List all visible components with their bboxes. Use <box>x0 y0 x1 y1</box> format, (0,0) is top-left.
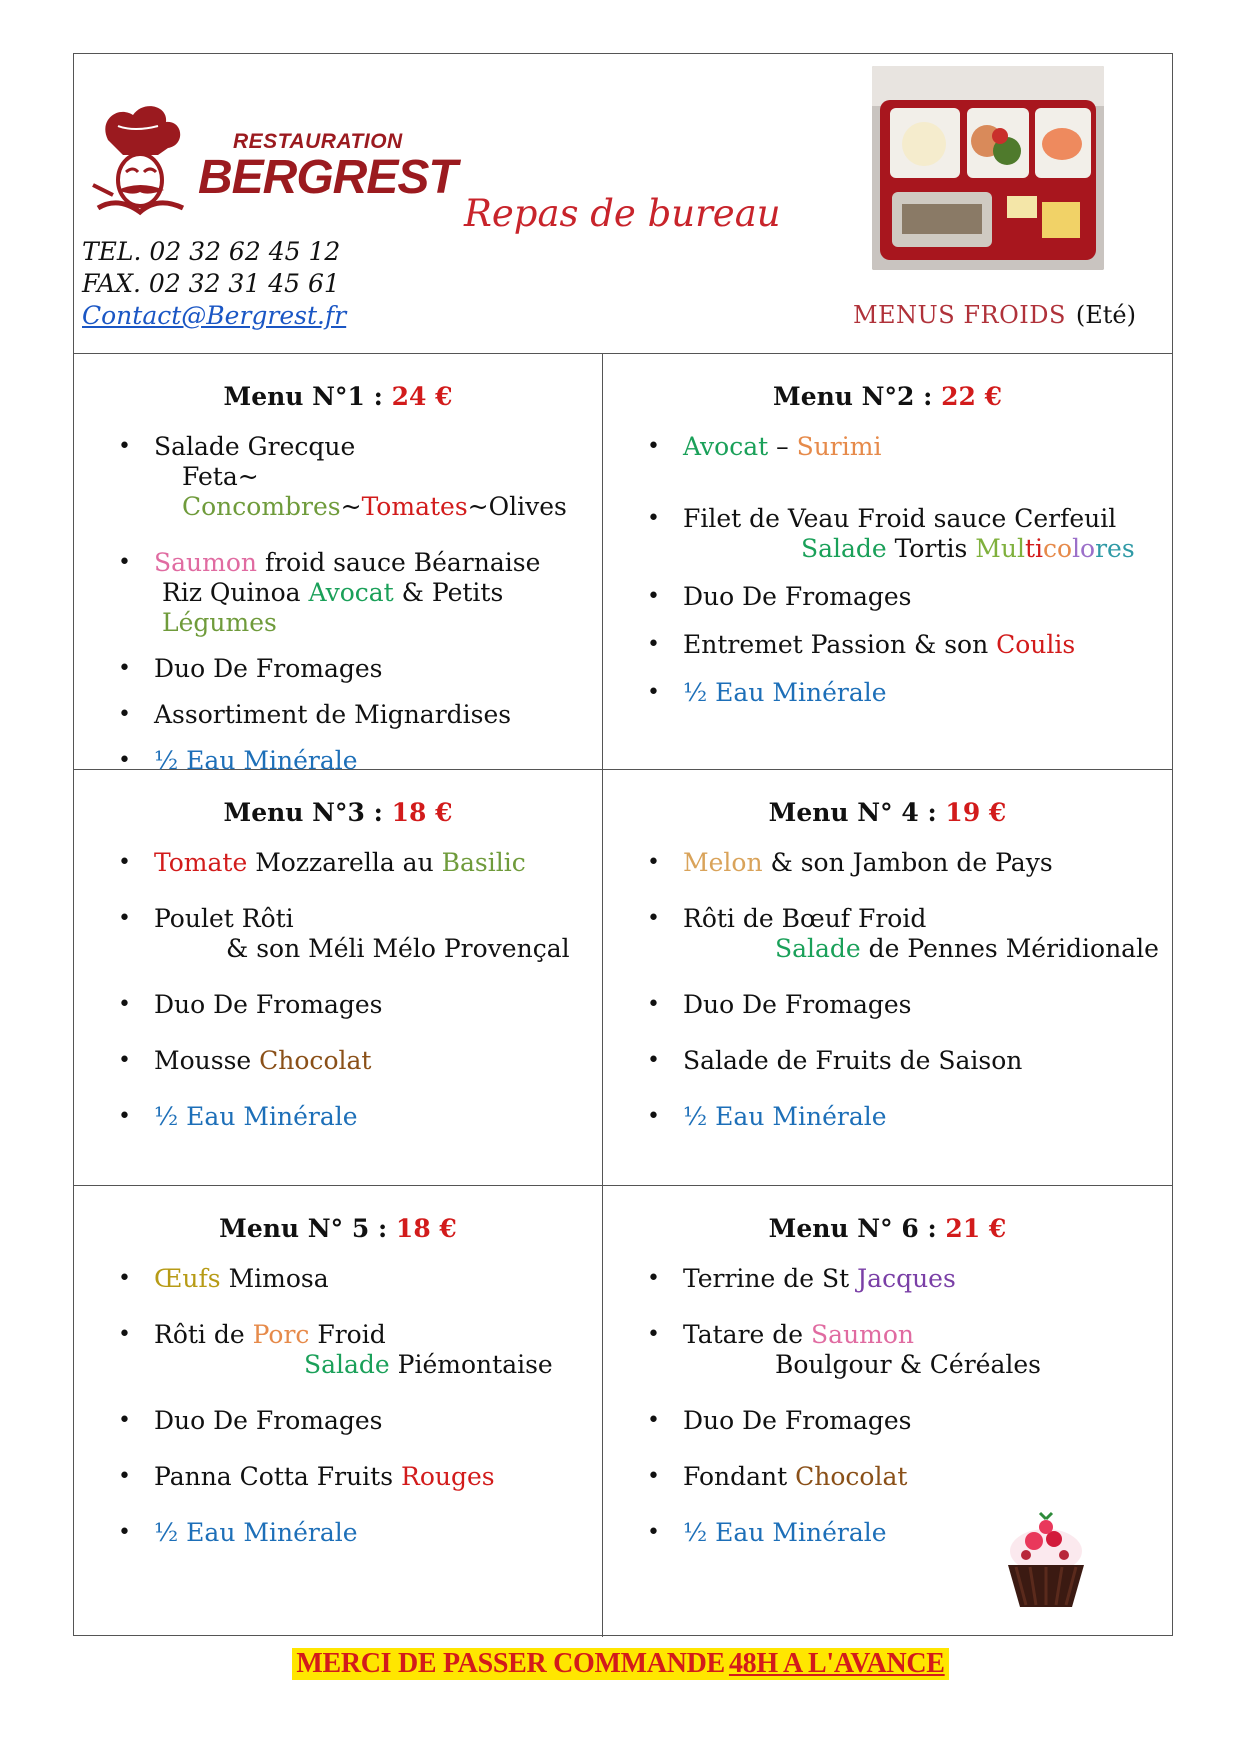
menu-item-detail-text: Riz Quinoa <box>162 578 309 607</box>
page-title: Repas de bureau <box>464 192 781 235</box>
menu-item <box>683 582 1172 612</box>
menu-item-text: Duo De Fromages <box>154 1406 383 1435</box>
menu-item-text: Duo De Fromages <box>683 990 912 1019</box>
menu-item <box>154 990 602 1020</box>
menu-item-text: Basilic <box>441 848 526 877</box>
menu-item-detail <box>154 934 602 964</box>
menu-item-text: Saumon <box>154 548 257 577</box>
menu-item-text: ½ Eau Minérale <box>154 746 358 775</box>
menu-item <box>154 432 602 522</box>
menu-card-6 <box>603 1186 1172 1637</box>
fax-number: FAX. 02 32 31 45 61 <box>82 269 340 298</box>
menu-item-text: Avocat <box>683 432 769 461</box>
menu-item-text: Chocolat <box>259 1046 372 1075</box>
cupcake-icon <box>994 1511 1098 1615</box>
menu-items <box>603 432 1172 708</box>
menu-item-detail-text: ~ <box>340 492 362 521</box>
menu-item-text: Rouges <box>401 1462 495 1491</box>
menu-item-detail <box>683 534 1172 564</box>
menu-item <box>154 1320 602 1380</box>
menu-item <box>154 548 602 638</box>
menu-price: 22 € <box>941 382 1002 411</box>
menu-item-text: Duo De Fromages <box>683 582 912 611</box>
menu-item-text: Duo De Fromages <box>154 654 383 683</box>
menu-title <box>74 1214 602 1243</box>
menu-label: Menu N°3 : <box>223 798 383 827</box>
menu-item-text: Tomate <box>154 848 248 877</box>
menu-items <box>603 1264 1172 1548</box>
menu-item <box>683 1320 1172 1380</box>
menu-item-detail-text: Salade <box>775 934 861 963</box>
menu-item <box>683 1046 1172 1076</box>
menu-item-detail-text: Avocat <box>308 578 394 607</box>
menu-price: 21 € <box>945 1214 1007 1243</box>
menu-item-detail <box>683 934 1172 964</box>
menu-item <box>683 1406 1172 1436</box>
menu-item-text: Panna Cotta Fruits <box>154 1462 401 1491</box>
menu-title <box>603 382 1172 411</box>
order-notice <box>0 1648 1241 1680</box>
menu-items <box>74 848 602 1132</box>
menu-items <box>603 848 1172 1132</box>
menu-item-text: Œufs <box>154 1264 221 1293</box>
menu-sheet <box>73 53 1173 1636</box>
menu-item <box>683 1102 1172 1132</box>
menu-item <box>154 1046 602 1076</box>
menu-item <box>154 1264 602 1294</box>
menu-item <box>154 904 602 964</box>
menu-label: Menu N° 6 : <box>768 1214 937 1243</box>
menu-item-text: Mimosa <box>220 1264 329 1293</box>
menu-item <box>154 1518 602 1548</box>
menu-item-text: Duo De Fromages <box>683 1406 912 1435</box>
menu-item <box>154 1406 602 1436</box>
menu-item-detail-text: res <box>1095 534 1135 563</box>
menu-item-text: – <box>768 432 797 461</box>
menu-item-text: Mozzarella au <box>247 848 442 877</box>
menu-price: 18 € <box>391 798 453 827</box>
menu-card-2 <box>603 354 1172 770</box>
menu-item <box>683 1462 1172 1492</box>
menu-item-detail-text: Feta~ <box>182 462 259 491</box>
menu-card-5 <box>74 1186 603 1637</box>
order-notice-part: MERCI DE PASSER COMMANDE <box>296 1648 725 1679</box>
menu-card-3 <box>74 770 603 1186</box>
menu-item-text: Entremet Passion & son <box>683 630 997 659</box>
menu-label: Menu N°2 : <box>773 382 933 411</box>
menu-item-text: Rôti de <box>154 1320 253 1349</box>
menu-title <box>74 798 602 827</box>
menu-item <box>683 848 1172 878</box>
menu-label: Menu N° 4 : <box>768 798 937 827</box>
menu-item-text: Duo De Fromages <box>154 990 383 1019</box>
menu-item-detail-text: lo <box>1072 534 1096 563</box>
menu-item-text: Chocolat <box>795 1462 908 1491</box>
menu-item <box>683 904 1172 964</box>
menu-item-detail-text: Mul <box>975 534 1025 563</box>
bergrest-logo <box>88 100 457 220</box>
menu-item <box>683 678 1172 708</box>
menu-item-text: Tatare de <box>683 1320 812 1349</box>
menu-price: 24 € <box>391 382 453 411</box>
menu-item <box>154 848 602 878</box>
menu-item-detail <box>154 462 602 522</box>
season-label: (Eté) <box>1075 301 1136 329</box>
menu-item-text: Rôti de Bœuf Froid <box>683 904 927 933</box>
menu-item-detail-text: Boulgour & Céréales <box>775 1350 1041 1379</box>
menu-item-detail-text: & Petits <box>393 578 504 607</box>
menu-item-detail-text: Tomates <box>361 492 468 521</box>
menu-item-text: Mousse <box>154 1046 260 1075</box>
brand-subtitle: RESTAURATION <box>233 130 403 153</box>
menu-item-detail <box>683 1350 1172 1380</box>
menu-item <box>683 990 1172 1020</box>
menu-item-text: ½ Eau Minérale <box>154 1102 358 1131</box>
menu-item-text: froid sauce Béarnaise <box>257 548 541 577</box>
menu-card-1 <box>74 354 603 775</box>
menu-item <box>154 654 602 684</box>
menu-item-detail-text: Concombres <box>182 492 341 521</box>
menu-title <box>603 798 1172 827</box>
menu-card-4 <box>603 770 1172 1186</box>
menu-item-text: Terrine de St <box>683 1264 858 1293</box>
menu-item <box>154 700 602 730</box>
menu-item-text: ½ Eau Minérale <box>683 1102 887 1131</box>
menu-category-label: MENUS FROIDS <box>852 301 1066 329</box>
menu-item-text: Assortiment de Mignardises <box>154 700 512 729</box>
menu-item-text: Froid <box>309 1320 386 1349</box>
phone-number: TEL. 02 32 62 45 12 <box>82 237 341 266</box>
menu-item-detail-text: Salade <box>304 1350 390 1379</box>
menu-category <box>853 301 1136 329</box>
chef-icon <box>88 100 208 220</box>
menu-item-detail <box>154 578 602 638</box>
menu-item-detail-text: Tortis <box>886 534 976 563</box>
menu-title <box>74 382 602 411</box>
menu-item <box>154 1462 602 1492</box>
menu-item-text: ½ Eau Minérale <box>154 1518 358 1547</box>
menu-item <box>683 630 1172 660</box>
menu-price: 18 € <box>395 1214 457 1243</box>
menu-price: 19 € <box>945 798 1007 827</box>
menu-items <box>74 1264 602 1548</box>
menu-item-detail-text: ~Olives <box>467 492 567 521</box>
menu-item-text: Fondant <box>683 1462 796 1491</box>
menu-title <box>603 1214 1172 1243</box>
menu-item-detail-text: Piémontaise <box>389 1350 553 1379</box>
brand-name: BERGREST <box>198 151 457 204</box>
menu-item <box>683 432 1172 462</box>
menu-item-text: Saumon <box>811 1320 915 1349</box>
menu-item-detail-text: de Pennes Méridionale <box>860 934 1159 963</box>
menu-grid <box>74 354 1172 1637</box>
menu-item-text: Poulet Rôti <box>154 904 294 933</box>
menu-label: Menu N° 5 : <box>219 1214 388 1243</box>
menu-item-detail-text: ti <box>1024 534 1043 563</box>
email-link[interactable]: Contact@Bergrest.fr <box>82 301 347 330</box>
menu-item-text: Jacques <box>857 1264 956 1293</box>
menu-item-text: Melon <box>683 848 763 877</box>
menu-label: Menu N°1 : <box>223 382 383 411</box>
header <box>74 54 1172 354</box>
menu-item-text: ½ Eau Minérale <box>683 678 887 707</box>
menu-item-text: Porc <box>252 1320 310 1349</box>
menu-item-text: Salade de Fruits de Saison <box>683 1046 1023 1075</box>
menu-item <box>154 1102 602 1132</box>
menu-item-text: Filet de Veau Froid sauce Cerfeuil <box>683 504 1117 533</box>
menu-item-text: & son Jambon de Pays <box>762 848 1053 877</box>
menu-item <box>683 1518 1172 1548</box>
order-notice-text <box>292 1648 948 1680</box>
menu-item-text: Coulis <box>996 630 1076 659</box>
menu-item-detail-text: co <box>1043 534 1073 563</box>
menu-item-text: Surimi <box>796 432 882 461</box>
menu-items <box>74 432 602 776</box>
menu-item-text: ½ Eau Minérale <box>683 1518 887 1547</box>
menu-item-detail <box>154 1350 602 1380</box>
menu-item-detail-text: Légumes <box>162 608 277 637</box>
menu-item-text: Salade Grecque <box>154 432 356 461</box>
menu-item <box>683 1264 1172 1294</box>
contact-block <box>82 236 346 332</box>
order-notice-deadline: 48H A L'AVANCE <box>728 1648 945 1679</box>
menu-item-detail-text: & son Méli Mélo Provençal <box>226 934 570 963</box>
menu-item-detail-text: Salade <box>801 534 887 563</box>
menu-item <box>683 504 1172 564</box>
meal-tray-photo <box>872 66 1104 270</box>
